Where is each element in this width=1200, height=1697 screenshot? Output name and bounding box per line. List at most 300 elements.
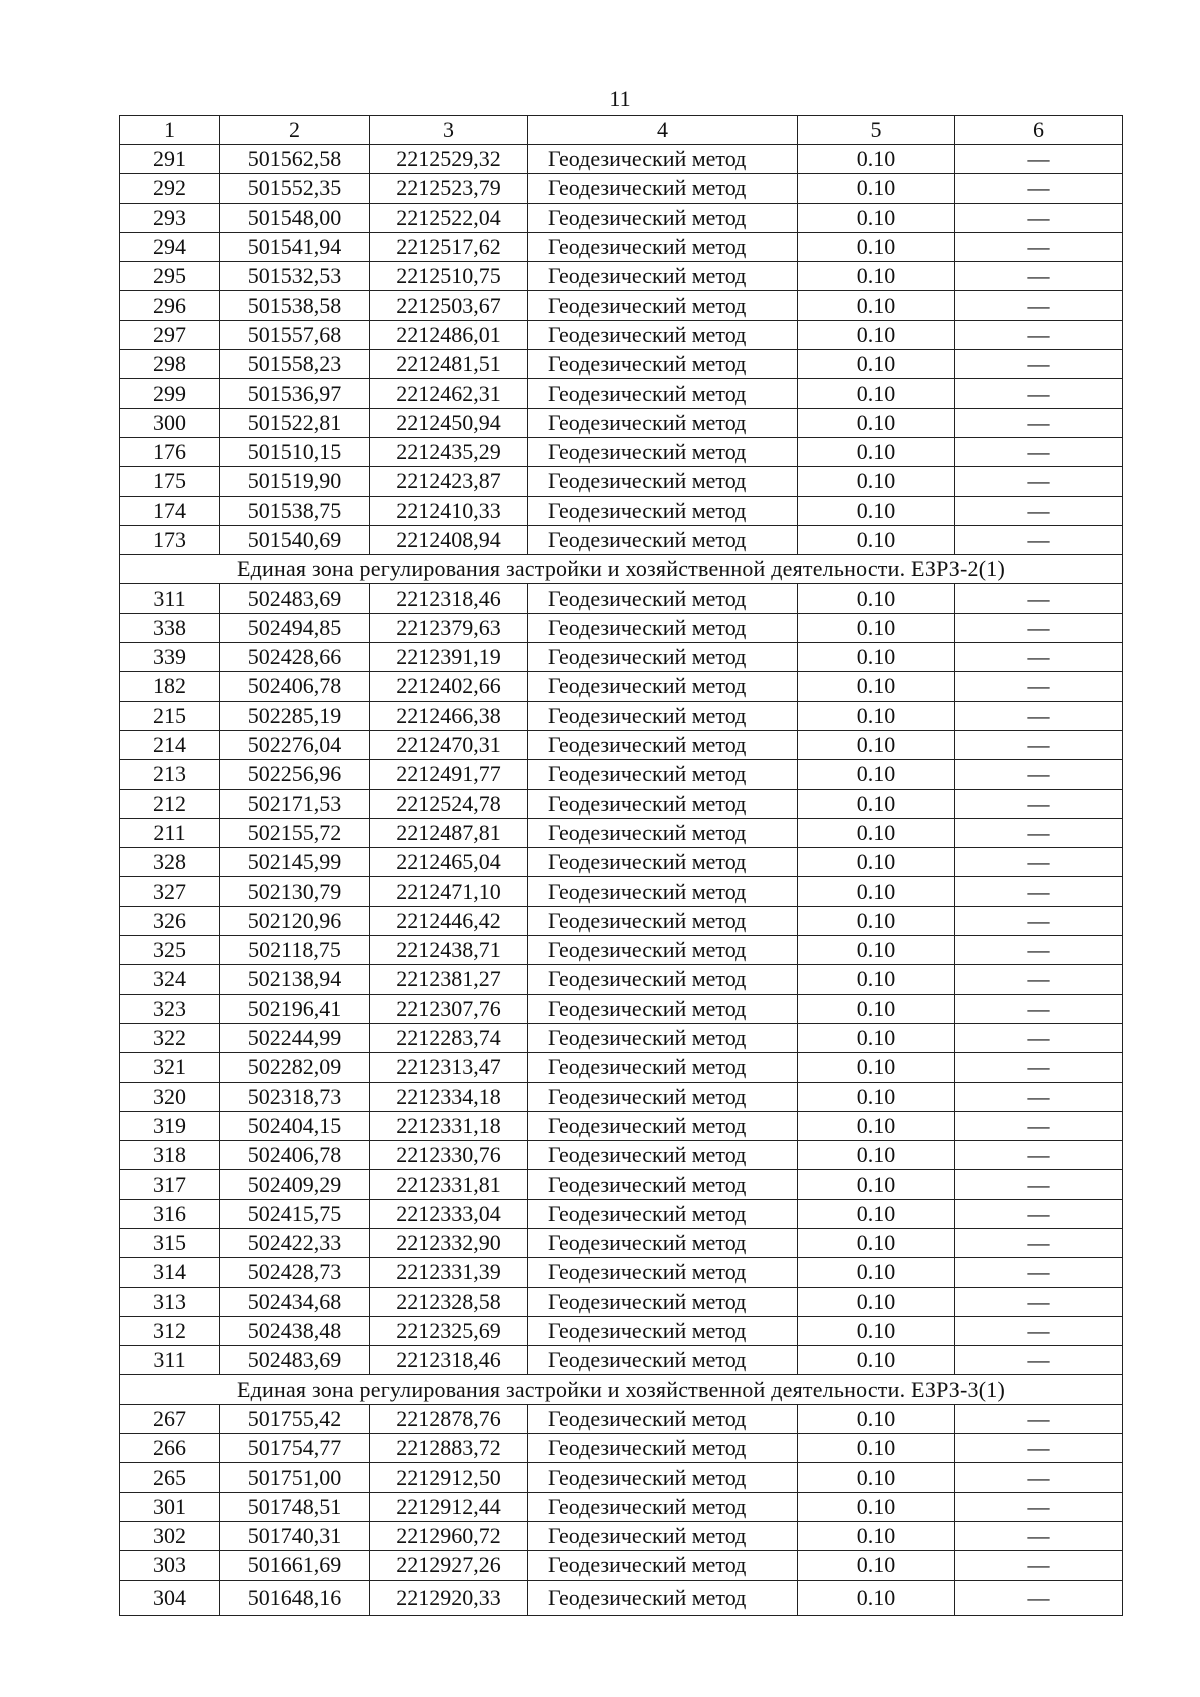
method-cell: Геодезический метод bbox=[528, 818, 798, 847]
table-row bbox=[120, 789, 1123, 818]
note-cell: — bbox=[955, 1492, 1123, 1521]
point-number-cell: 292 bbox=[120, 174, 220, 203]
method-cell: Геодезический метод bbox=[528, 906, 798, 935]
table-row bbox=[120, 701, 1123, 730]
y-coordinate-cell: 2212491,77 bbox=[370, 760, 528, 789]
x-coordinate-cell: 501748,51 bbox=[220, 1492, 370, 1521]
accuracy-cell: 0.10 bbox=[798, 584, 955, 613]
table-row bbox=[120, 467, 1123, 496]
note-cell: — bbox=[955, 643, 1123, 672]
method-cell: Геодезический метод bbox=[528, 1228, 798, 1257]
accuracy-cell: 0.10 bbox=[798, 818, 955, 847]
note-cell: — bbox=[955, 350, 1123, 379]
accuracy-cell: 0.10 bbox=[798, 525, 955, 554]
y-coordinate-cell: 2212328,58 bbox=[370, 1287, 528, 1316]
note-cell: — bbox=[955, 408, 1123, 437]
y-coordinate-cell: 2212481,51 bbox=[370, 350, 528, 379]
table-row bbox=[120, 350, 1123, 379]
x-coordinate-cell: 501754,77 bbox=[220, 1434, 370, 1463]
accuracy-cell: 0.10 bbox=[798, 936, 955, 965]
table-row bbox=[120, 1463, 1123, 1492]
point-number-cell: 328 bbox=[120, 848, 220, 877]
method-cell: Геодезический метод bbox=[528, 1199, 798, 1228]
point-number-cell: 267 bbox=[120, 1404, 220, 1433]
point-number-cell: 295 bbox=[120, 262, 220, 291]
x-coordinate-cell: 501552,35 bbox=[220, 174, 370, 203]
x-coordinate-cell: 501740,31 bbox=[220, 1521, 370, 1550]
point-number-cell: 301 bbox=[120, 1492, 220, 1521]
table-row bbox=[120, 320, 1123, 349]
point-number-cell: 321 bbox=[120, 1053, 220, 1082]
x-coordinate-cell: 502406,78 bbox=[220, 672, 370, 701]
table-row bbox=[120, 1258, 1123, 1287]
y-coordinate-cell: 2212402,66 bbox=[370, 672, 528, 701]
table-row bbox=[120, 1141, 1123, 1170]
point-number-cell: 316 bbox=[120, 1199, 220, 1228]
accuracy-cell: 0.10 bbox=[798, 203, 955, 232]
accuracy-cell: 0.10 bbox=[798, 1053, 955, 1082]
y-coordinate-cell: 2212446,42 bbox=[370, 906, 528, 935]
note-cell: — bbox=[955, 789, 1123, 818]
section-title: Единая зона регулирования застройки и хозяйственной деятельности. ЕЗРЗ-2(1) bbox=[120, 555, 1123, 584]
note-cell: — bbox=[955, 232, 1123, 261]
method-cell: Геодезический метод bbox=[528, 467, 798, 496]
y-coordinate-cell: 2212438,71 bbox=[370, 936, 528, 965]
point-number-cell: 293 bbox=[120, 203, 220, 232]
method-cell: Геодезический метод bbox=[528, 1053, 798, 1082]
x-coordinate-cell: 502404,15 bbox=[220, 1111, 370, 1140]
x-coordinate-cell: 502282,09 bbox=[220, 1053, 370, 1082]
method-cell: Геодезический метод bbox=[528, 1316, 798, 1345]
accuracy-cell: 0.10 bbox=[798, 1434, 955, 1463]
y-coordinate-cell: 2212465,04 bbox=[370, 848, 528, 877]
accuracy-cell: 0.10 bbox=[798, 467, 955, 496]
note-cell: — bbox=[955, 1580, 1123, 1615]
y-coordinate-cell: 2212503,67 bbox=[370, 291, 528, 320]
x-coordinate-cell: 501755,42 bbox=[220, 1404, 370, 1433]
accuracy-cell: 0.10 bbox=[798, 1404, 955, 1433]
y-coordinate-cell: 2212462,31 bbox=[370, 379, 528, 408]
x-coordinate-cell: 502409,29 bbox=[220, 1170, 370, 1199]
accuracy-cell: 0.10 bbox=[798, 1258, 955, 1287]
point-number-cell: 303 bbox=[120, 1551, 220, 1580]
y-coordinate-cell: 2212379,63 bbox=[370, 613, 528, 642]
note-cell: — bbox=[955, 1023, 1123, 1052]
point-number-cell: 311 bbox=[120, 584, 220, 613]
table-row bbox=[120, 1492, 1123, 1521]
y-coordinate-cell: 2212313,47 bbox=[370, 1053, 528, 1082]
y-coordinate-cell: 2212331,18 bbox=[370, 1111, 528, 1140]
y-coordinate-cell: 2212524,78 bbox=[370, 789, 528, 818]
x-coordinate-cell: 502483,69 bbox=[220, 1346, 370, 1375]
accuracy-cell: 0.10 bbox=[798, 1580, 955, 1615]
point-number-cell: 338 bbox=[120, 613, 220, 642]
table-row bbox=[120, 1404, 1123, 1433]
x-coordinate-cell: 502428,73 bbox=[220, 1258, 370, 1287]
note-cell: — bbox=[955, 1170, 1123, 1199]
x-coordinate-cell: 501540,69 bbox=[220, 525, 370, 554]
method-cell: Геодезический метод bbox=[528, 789, 798, 818]
point-number-cell: 299 bbox=[120, 379, 220, 408]
y-coordinate-cell: 2212523,79 bbox=[370, 174, 528, 203]
accuracy-cell: 0.10 bbox=[798, 1170, 955, 1199]
column-number-cell: 6 bbox=[955, 116, 1123, 145]
accuracy-cell: 0.10 bbox=[798, 701, 955, 730]
point-number-cell: 211 bbox=[120, 818, 220, 847]
point-number-cell: 174 bbox=[120, 496, 220, 525]
table-row bbox=[120, 1228, 1123, 1257]
method-cell: Геодезический метод bbox=[528, 1170, 798, 1199]
x-coordinate-cell: 501661,69 bbox=[220, 1551, 370, 1580]
note-cell: — bbox=[955, 320, 1123, 349]
note-cell: — bbox=[955, 1346, 1123, 1375]
method-cell: Геодезический метод bbox=[528, 584, 798, 613]
accuracy-cell: 0.10 bbox=[798, 350, 955, 379]
y-coordinate-cell: 2212331,39 bbox=[370, 1258, 528, 1287]
method-cell: Геодезический метод bbox=[528, 1551, 798, 1580]
y-coordinate-cell: 2212486,01 bbox=[370, 320, 528, 349]
x-coordinate-cell: 501538,58 bbox=[220, 291, 370, 320]
note-cell: — bbox=[955, 1053, 1123, 1082]
point-number-cell: 304 bbox=[120, 1580, 220, 1615]
method-cell: Геодезический метод bbox=[528, 936, 798, 965]
table-row bbox=[120, 1316, 1123, 1345]
x-coordinate-cell: 502428,66 bbox=[220, 643, 370, 672]
accuracy-cell: 0.10 bbox=[798, 672, 955, 701]
note-cell: — bbox=[955, 174, 1123, 203]
y-coordinate-cell: 2212912,50 bbox=[370, 1463, 528, 1492]
point-number-cell: 175 bbox=[120, 467, 220, 496]
x-coordinate-cell: 502483,69 bbox=[220, 584, 370, 613]
y-coordinate-cell: 2212450,94 bbox=[370, 408, 528, 437]
y-coordinate-cell: 2212410,33 bbox=[370, 496, 528, 525]
method-cell: Геодезический метод bbox=[528, 174, 798, 203]
method-cell: Геодезический метод bbox=[528, 1258, 798, 1287]
x-coordinate-cell: 502138,94 bbox=[220, 965, 370, 994]
point-number-cell: 265 bbox=[120, 1463, 220, 1492]
method-cell: Геодезический метод bbox=[528, 525, 798, 554]
y-coordinate-cell: 2212408,94 bbox=[370, 525, 528, 554]
method-cell: Геодезический метод bbox=[528, 1082, 798, 1111]
accuracy-cell: 0.10 bbox=[798, 320, 955, 349]
method-cell: Геодезический метод bbox=[528, 232, 798, 261]
table-row bbox=[120, 643, 1123, 672]
point-number-cell: 320 bbox=[120, 1082, 220, 1111]
y-coordinate-cell: 2212522,04 bbox=[370, 203, 528, 232]
table-row bbox=[120, 262, 1123, 291]
x-coordinate-cell: 502434,68 bbox=[220, 1287, 370, 1316]
accuracy-cell: 0.10 bbox=[798, 1551, 955, 1580]
accuracy-cell: 0.10 bbox=[798, 613, 955, 642]
note-cell: — bbox=[955, 1521, 1123, 1550]
x-coordinate-cell: 502318,73 bbox=[220, 1082, 370, 1111]
point-number-cell: 294 bbox=[120, 232, 220, 261]
note-cell: — bbox=[955, 1228, 1123, 1257]
y-coordinate-cell: 2212331,81 bbox=[370, 1170, 528, 1199]
table-row bbox=[120, 848, 1123, 877]
x-coordinate-cell: 501522,81 bbox=[220, 408, 370, 437]
coordinates-table bbox=[119, 115, 1123, 1616]
accuracy-cell: 0.10 bbox=[798, 496, 955, 525]
y-coordinate-cell: 2212510,75 bbox=[370, 262, 528, 291]
column-number-cell: 5 bbox=[798, 116, 955, 145]
point-number-cell: 315 bbox=[120, 1228, 220, 1257]
method-cell: Геодезический метод bbox=[528, 613, 798, 642]
note-cell: — bbox=[955, 877, 1123, 906]
column-number-cell: 2 bbox=[220, 116, 370, 145]
method-cell: Геодезический метод bbox=[528, 320, 798, 349]
note-cell: — bbox=[955, 936, 1123, 965]
note-cell: — bbox=[955, 1287, 1123, 1316]
table-row bbox=[120, 730, 1123, 759]
method-cell: Геодезический метод bbox=[528, 877, 798, 906]
note-cell: — bbox=[955, 584, 1123, 613]
x-coordinate-cell: 502145,99 bbox=[220, 848, 370, 877]
table-row bbox=[120, 437, 1123, 466]
x-coordinate-cell: 501557,68 bbox=[220, 320, 370, 349]
point-number-cell: 176 bbox=[120, 437, 220, 466]
point-number-cell: 339 bbox=[120, 643, 220, 672]
point-number-cell: 215 bbox=[120, 701, 220, 730]
point-number-cell: 323 bbox=[120, 994, 220, 1023]
y-coordinate-cell: 2212529,32 bbox=[370, 145, 528, 174]
point-number-cell: 296 bbox=[120, 291, 220, 320]
x-coordinate-cell: 501510,15 bbox=[220, 437, 370, 466]
section-title-row bbox=[120, 555, 1123, 584]
method-cell: Геодезический метод bbox=[528, 1111, 798, 1140]
accuracy-cell: 0.10 bbox=[798, 1492, 955, 1521]
table-row bbox=[120, 965, 1123, 994]
point-number-cell: 298 bbox=[120, 350, 220, 379]
accuracy-cell: 0.10 bbox=[798, 994, 955, 1023]
point-number-cell: 327 bbox=[120, 877, 220, 906]
x-coordinate-cell: 501751,00 bbox=[220, 1463, 370, 1492]
accuracy-cell: 0.10 bbox=[798, 1023, 955, 1052]
table-row bbox=[120, 613, 1123, 642]
point-number-cell: 182 bbox=[120, 672, 220, 701]
table-row bbox=[120, 1170, 1123, 1199]
accuracy-cell: 0.10 bbox=[798, 145, 955, 174]
method-cell: Геодезический метод bbox=[528, 496, 798, 525]
accuracy-cell: 0.10 bbox=[798, 408, 955, 437]
method-cell: Геодезический метод bbox=[528, 760, 798, 789]
x-coordinate-cell: 501648,16 bbox=[220, 1580, 370, 1615]
column-number-cell: 3 bbox=[370, 116, 528, 145]
table-row bbox=[120, 818, 1123, 847]
point-number-cell: 318 bbox=[120, 1141, 220, 1170]
y-coordinate-cell: 2212381,27 bbox=[370, 965, 528, 994]
x-coordinate-cell: 501562,58 bbox=[220, 145, 370, 174]
method-cell: Геодезический метод bbox=[528, 1346, 798, 1375]
method-cell: Геодезический метод bbox=[528, 408, 798, 437]
table-row bbox=[120, 672, 1123, 701]
x-coordinate-cell: 501532,53 bbox=[220, 262, 370, 291]
note-cell: — bbox=[955, 1141, 1123, 1170]
note-cell: — bbox=[955, 1316, 1123, 1345]
y-coordinate-cell: 2212333,04 bbox=[370, 1199, 528, 1228]
y-coordinate-cell: 2212325,69 bbox=[370, 1316, 528, 1345]
method-cell: Геодезический метод bbox=[528, 203, 798, 232]
x-coordinate-cell: 501541,94 bbox=[220, 232, 370, 261]
y-coordinate-cell: 2212435,29 bbox=[370, 437, 528, 466]
note-cell: — bbox=[955, 906, 1123, 935]
y-coordinate-cell: 2212487,81 bbox=[370, 818, 528, 847]
note-cell: — bbox=[955, 145, 1123, 174]
column-number-cell: 1 bbox=[120, 116, 220, 145]
method-cell: Геодезический метод bbox=[528, 350, 798, 379]
y-coordinate-cell: 2212391,19 bbox=[370, 643, 528, 672]
accuracy-cell: 0.10 bbox=[798, 437, 955, 466]
point-number-cell: 317 bbox=[120, 1170, 220, 1199]
x-coordinate-cell: 502244,99 bbox=[220, 1023, 370, 1052]
accuracy-cell: 0.10 bbox=[798, 965, 955, 994]
note-cell: — bbox=[955, 1434, 1123, 1463]
y-coordinate-cell: 2212912,44 bbox=[370, 1492, 528, 1521]
accuracy-cell: 0.10 bbox=[798, 1316, 955, 1345]
table-row bbox=[120, 994, 1123, 1023]
point-number-cell: 266 bbox=[120, 1434, 220, 1463]
y-coordinate-cell: 2212878,76 bbox=[370, 1404, 528, 1433]
point-number-cell: 212 bbox=[120, 789, 220, 818]
note-cell: — bbox=[955, 818, 1123, 847]
page-number: 11 bbox=[609, 86, 631, 111]
accuracy-cell: 0.10 bbox=[798, 877, 955, 906]
method-cell: Геодезический метод bbox=[528, 145, 798, 174]
method-cell: Геодезический метод bbox=[528, 730, 798, 759]
accuracy-cell: 0.10 bbox=[798, 1346, 955, 1375]
note-cell: — bbox=[955, 1258, 1123, 1287]
accuracy-cell: 0.10 bbox=[798, 906, 955, 935]
accuracy-cell: 0.10 bbox=[798, 232, 955, 261]
note-cell: — bbox=[955, 672, 1123, 701]
x-coordinate-cell: 502155,72 bbox=[220, 818, 370, 847]
coordinates-table-body bbox=[120, 116, 1123, 1616]
accuracy-cell: 0.10 bbox=[798, 1287, 955, 1316]
point-number-cell: 314 bbox=[120, 1258, 220, 1287]
note-cell: — bbox=[955, 1111, 1123, 1140]
table-row bbox=[120, 1111, 1123, 1140]
note-cell: — bbox=[955, 965, 1123, 994]
note-cell: — bbox=[955, 379, 1123, 408]
point-number-cell: 313 bbox=[120, 1287, 220, 1316]
note-cell: — bbox=[955, 613, 1123, 642]
y-coordinate-cell: 2212318,46 bbox=[370, 584, 528, 613]
y-coordinate-cell: 2212920,33 bbox=[370, 1580, 528, 1615]
x-coordinate-cell: 502285,19 bbox=[220, 701, 370, 730]
accuracy-cell: 0.10 bbox=[798, 848, 955, 877]
y-coordinate-cell: 2212423,87 bbox=[370, 467, 528, 496]
method-cell: Геодезический метод bbox=[528, 1023, 798, 1052]
note-cell: — bbox=[955, 1463, 1123, 1492]
y-coordinate-cell: 2212283,74 bbox=[370, 1023, 528, 1052]
column-number-row bbox=[120, 116, 1123, 145]
note-cell: — bbox=[955, 496, 1123, 525]
accuracy-cell: 0.10 bbox=[798, 1141, 955, 1170]
note-cell: — bbox=[955, 467, 1123, 496]
table-row bbox=[120, 1434, 1123, 1463]
table-row bbox=[120, 379, 1123, 408]
accuracy-cell: 0.10 bbox=[798, 730, 955, 759]
method-cell: Геодезический метод bbox=[528, 1287, 798, 1316]
point-number-cell: 325 bbox=[120, 936, 220, 965]
method-cell: Геодезический метод bbox=[528, 1463, 798, 1492]
note-cell: — bbox=[955, 760, 1123, 789]
x-coordinate-cell: 501548,00 bbox=[220, 203, 370, 232]
x-coordinate-cell: 502196,41 bbox=[220, 994, 370, 1023]
note-cell: — bbox=[955, 1551, 1123, 1580]
note-cell: — bbox=[955, 701, 1123, 730]
y-coordinate-cell: 2212517,62 bbox=[370, 232, 528, 261]
y-coordinate-cell: 2212471,10 bbox=[370, 877, 528, 906]
table-row bbox=[120, 1023, 1123, 1052]
method-cell: Геодезический метод bbox=[528, 1492, 798, 1521]
accuracy-cell: 0.10 bbox=[798, 643, 955, 672]
point-number-cell: 324 bbox=[120, 965, 220, 994]
x-coordinate-cell: 502422,33 bbox=[220, 1228, 370, 1257]
table-row bbox=[120, 1053, 1123, 1082]
x-coordinate-cell: 502406,78 bbox=[220, 1141, 370, 1170]
point-number-cell: 173 bbox=[120, 525, 220, 554]
method-cell: Геодезический метод bbox=[528, 437, 798, 466]
table-row bbox=[120, 496, 1123, 525]
point-number-cell: 213 bbox=[120, 760, 220, 789]
accuracy-cell: 0.10 bbox=[798, 262, 955, 291]
point-number-cell: 326 bbox=[120, 906, 220, 935]
table-row bbox=[120, 936, 1123, 965]
table-row bbox=[120, 877, 1123, 906]
table-row bbox=[120, 1199, 1123, 1228]
note-cell: — bbox=[955, 203, 1123, 232]
y-coordinate-cell: 2212318,46 bbox=[370, 1346, 528, 1375]
accuracy-cell: 0.10 bbox=[798, 789, 955, 818]
method-cell: Геодезический метод bbox=[528, 1580, 798, 1615]
table-row bbox=[120, 203, 1123, 232]
note-cell: — bbox=[955, 1082, 1123, 1111]
method-cell: Геодезический метод bbox=[528, 965, 798, 994]
accuracy-cell: 0.10 bbox=[798, 1082, 955, 1111]
x-coordinate-cell: 502415,75 bbox=[220, 1199, 370, 1228]
method-cell: Геодезический метод bbox=[528, 1404, 798, 1433]
table-row bbox=[120, 1580, 1123, 1615]
table-row bbox=[120, 525, 1123, 554]
table-row bbox=[120, 760, 1123, 789]
accuracy-cell: 0.10 bbox=[798, 760, 955, 789]
x-coordinate-cell: 502171,53 bbox=[220, 789, 370, 818]
point-number-cell: 312 bbox=[120, 1316, 220, 1345]
x-coordinate-cell: 502130,79 bbox=[220, 877, 370, 906]
accuracy-cell: 0.10 bbox=[798, 1228, 955, 1257]
x-coordinate-cell: 502494,85 bbox=[220, 613, 370, 642]
table-row bbox=[120, 1521, 1123, 1550]
x-coordinate-cell: 502120,96 bbox=[220, 906, 370, 935]
y-coordinate-cell: 2212960,72 bbox=[370, 1521, 528, 1550]
note-cell: — bbox=[955, 1404, 1123, 1433]
note-cell: — bbox=[955, 730, 1123, 759]
x-coordinate-cell: 501536,97 bbox=[220, 379, 370, 408]
y-coordinate-cell: 2212466,38 bbox=[370, 701, 528, 730]
accuracy-cell: 0.10 bbox=[798, 1199, 955, 1228]
table-row bbox=[120, 408, 1123, 437]
table-row bbox=[120, 174, 1123, 203]
note-cell: — bbox=[955, 525, 1123, 554]
method-cell: Геодезический метод bbox=[528, 1521, 798, 1550]
method-cell: Геодезический метод bbox=[528, 1434, 798, 1463]
x-coordinate-cell: 501538,75 bbox=[220, 496, 370, 525]
x-coordinate-cell: 502276,04 bbox=[220, 730, 370, 759]
y-coordinate-cell: 2212927,26 bbox=[370, 1551, 528, 1580]
method-cell: Геодезический метод bbox=[528, 848, 798, 877]
table-row bbox=[120, 584, 1123, 613]
